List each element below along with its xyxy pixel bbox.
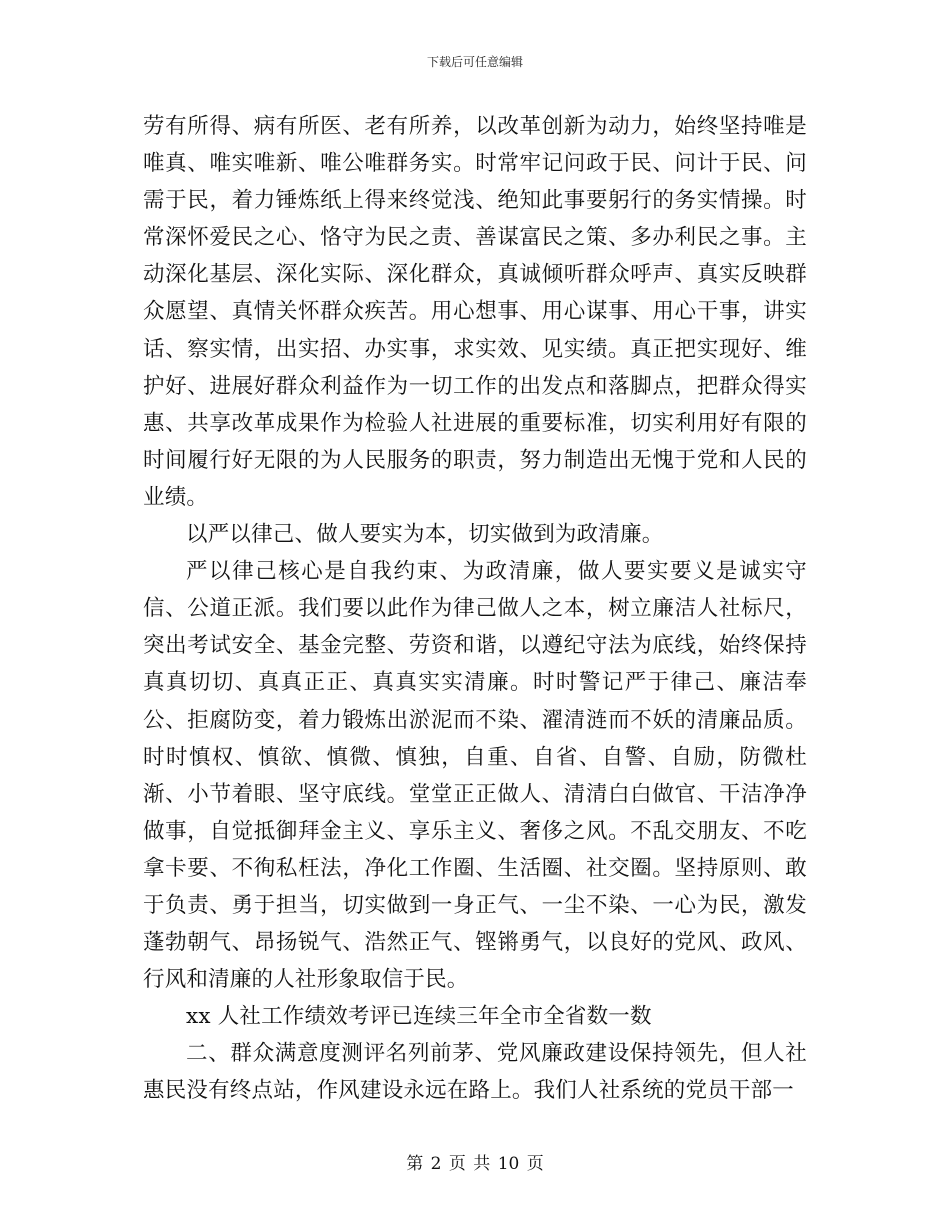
paragraph-3: 严以律己核心是自我约束、为政清廉，做人要实要义是诚实守信、公道正派。我们要以此作为律己做人之本，树立廉洁人社标尺，突出考试安全、基金完整、劳资和谐，以遵纪守法为底线，始终保持真真切切、真真正正、真真实实清廉。时时警记严于律己、廉洁奉公、拒腐防变，着力锻炼出淤泥而不染、濯清涟而不妖的清廉品质。时时慎权、慎欲、慎微、慎独，自重、自省、自警、自励，防微杜渐、小节着眼、坚守底线。堂堂正正做人、清清白白做官、干洁净净做事，自觉抵御拜金主义、享乐主义、奢侈之风。不乱交朋友、不吃拿卡要、不徇私枉法，净化工作圈、生活圈、社交圈。坚持原则、敢于负责、勇于担当，切实做到一身正气、一尘不染、一心为民，激发蓬勃朝气、昂扬锐气、浩然正气、铿锵勇气，以良好的党风、政风、行风和清廉的人社形象取信于民。 <box>143 559 807 993</box>
document-body <box>143 108 807 1110</box>
page-header-note: 下载后可任意编辑 <box>426 55 523 69</box>
paragraph-2: 以严以律己、做人要实为本，切实做到为政清廉。 <box>186 522 664 548</box>
page-footer-number: 第 2 页 共 10 页 <box>406 1154 544 1174</box>
paragraph-5: 二、群众满意度测评名列前茅、党风廉政建设保持领先，但人社惠民没有终点站，作风建设永远在路上。我们人社系统的党员干部一 <box>143 1041 807 1104</box>
paragraph-1: 劳有所得、病有所医、老有所养，以改革创新为动力，始终坚持唯是唯真、唯实唯新、唯公唯群务实。时常牢记问政于民、问计于民、问需于民，着力锤炼纸上得来终觉浅、绝知此事要躬行的务实情操。时常深怀爱民之心、恪守为民之责、善谋富民之策、多办利民之事。主动深化基层、深化实际、深化群众，真诚倾听群众呼声、真实反映群众愿望、真情关怀群众疾苦。用心想事、用心谋事、用心干事，讲实话、察实情，出实招、办实事，求实效、见实绩。真正把实现好、维护好、进展好群众利益作为一切工作的出发点和落脚点，把群众得实惠、共享改革成果作为检验人社进展的重要标准，切实利用好有限的时间履行好无限的为人民服务的职责，努力制造出无愧于党和人民的业绩。 <box>143 114 807 510</box>
paragraph-4: xx 人社工作绩效考评已连续三年全市全省数一数 <box>186 1004 652 1030</box>
